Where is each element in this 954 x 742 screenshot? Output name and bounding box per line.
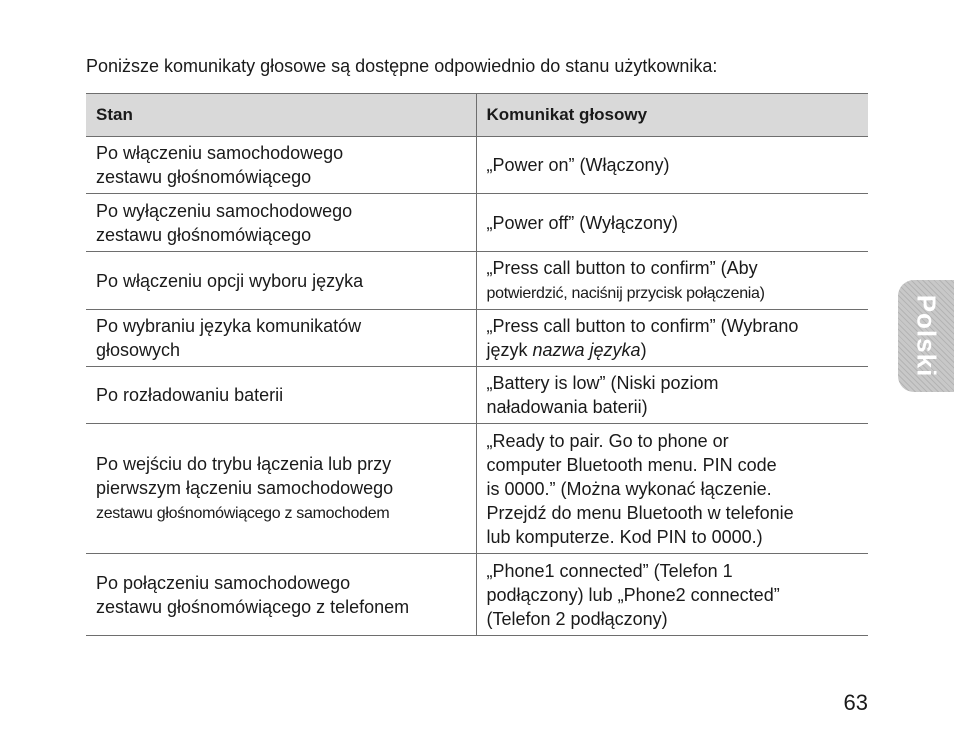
table-body [86, 137, 868, 636]
message-text: „Phone1 connected” (Telefon 1 podłączony) lub „Phone2 connected” (Telefon 2 podłączony) [486, 560, 780, 629]
intro-text: Poniższe komunikaty głosowe są dostępne odpowiednio do stanu użytkownika: [86, 56, 718, 76]
state-cell [86, 554, 476, 636]
table-row [86, 367, 868, 424]
message-text: „Press call button to confirm” (Wybrano język nazwa języka) [486, 316, 799, 360]
message-text: „Power off” (Wyłączony) [486, 212, 679, 233]
message-cell [476, 252, 868, 310]
message-text: „Battery is low” (Niski poziom naładowania baterii) [486, 373, 719, 417]
table-row [86, 310, 868, 367]
message-cell [476, 194, 868, 252]
state-cell [86, 137, 476, 194]
table-row [86, 554, 868, 636]
state-cell [86, 194, 476, 252]
message-cell [476, 424, 868, 554]
message-cell [476, 137, 868, 194]
page-number: 63 [843, 690, 868, 715]
header-state: Stan [86, 94, 476, 137]
message-cell [476, 554, 868, 636]
side-tab-label: Polski [911, 294, 942, 378]
message-cell [476, 367, 868, 424]
state-cell [86, 367, 476, 424]
state-text: Po wyłączeniu samochodowego zestawu głośnomówiącego [96, 200, 353, 245]
state-text: Po wejściu do trybu łączenia lub przy pierwszym łączeniu samochodowego zestawu głośnomówiącego z samochodem [96, 453, 394, 522]
message-text: „Press call button to confirm” (Aby potwierdzić, naciśnij przycisk połączenia) [486, 257, 765, 302]
voice-messages-table [86, 93, 868, 636]
table-row [86, 137, 868, 194]
table-header-row [86, 94, 868, 137]
state-cell [86, 252, 476, 310]
state-text: Po włączeniu samochodowego zestawu głośnomówiącego [96, 143, 344, 187]
state-cell [86, 310, 476, 367]
message-text: „Ready to pair. Go to phone or computer Bluetooth menu. PIN code is 0000.” (Można wykonać łączenie. Przejdź do menu Bluetooth w telefonie lub komputerze. Kod PIN to 0000.) [486, 430, 794, 547]
message-cell [476, 310, 868, 367]
message-text: „Power on” (Włączony) [486, 155, 670, 175]
state-text: Po wybraniu języka komunikatów głosowych [96, 316, 362, 360]
header-voice-message: Komunikat głosowy [476, 94, 868, 137]
state-cell [86, 424, 476, 554]
table-row [86, 194, 868, 252]
table-row [86, 424, 868, 554]
state-text: Po włączeniu opcji wyboru języka [96, 270, 364, 291]
language-side-tab [898, 280, 954, 392]
state-text: Po rozładowaniu baterii [96, 385, 284, 405]
table-row [86, 252, 868, 310]
state-text: Po połączeniu samochodowego zestawu głośnomówiącego z telefonem [96, 572, 410, 617]
